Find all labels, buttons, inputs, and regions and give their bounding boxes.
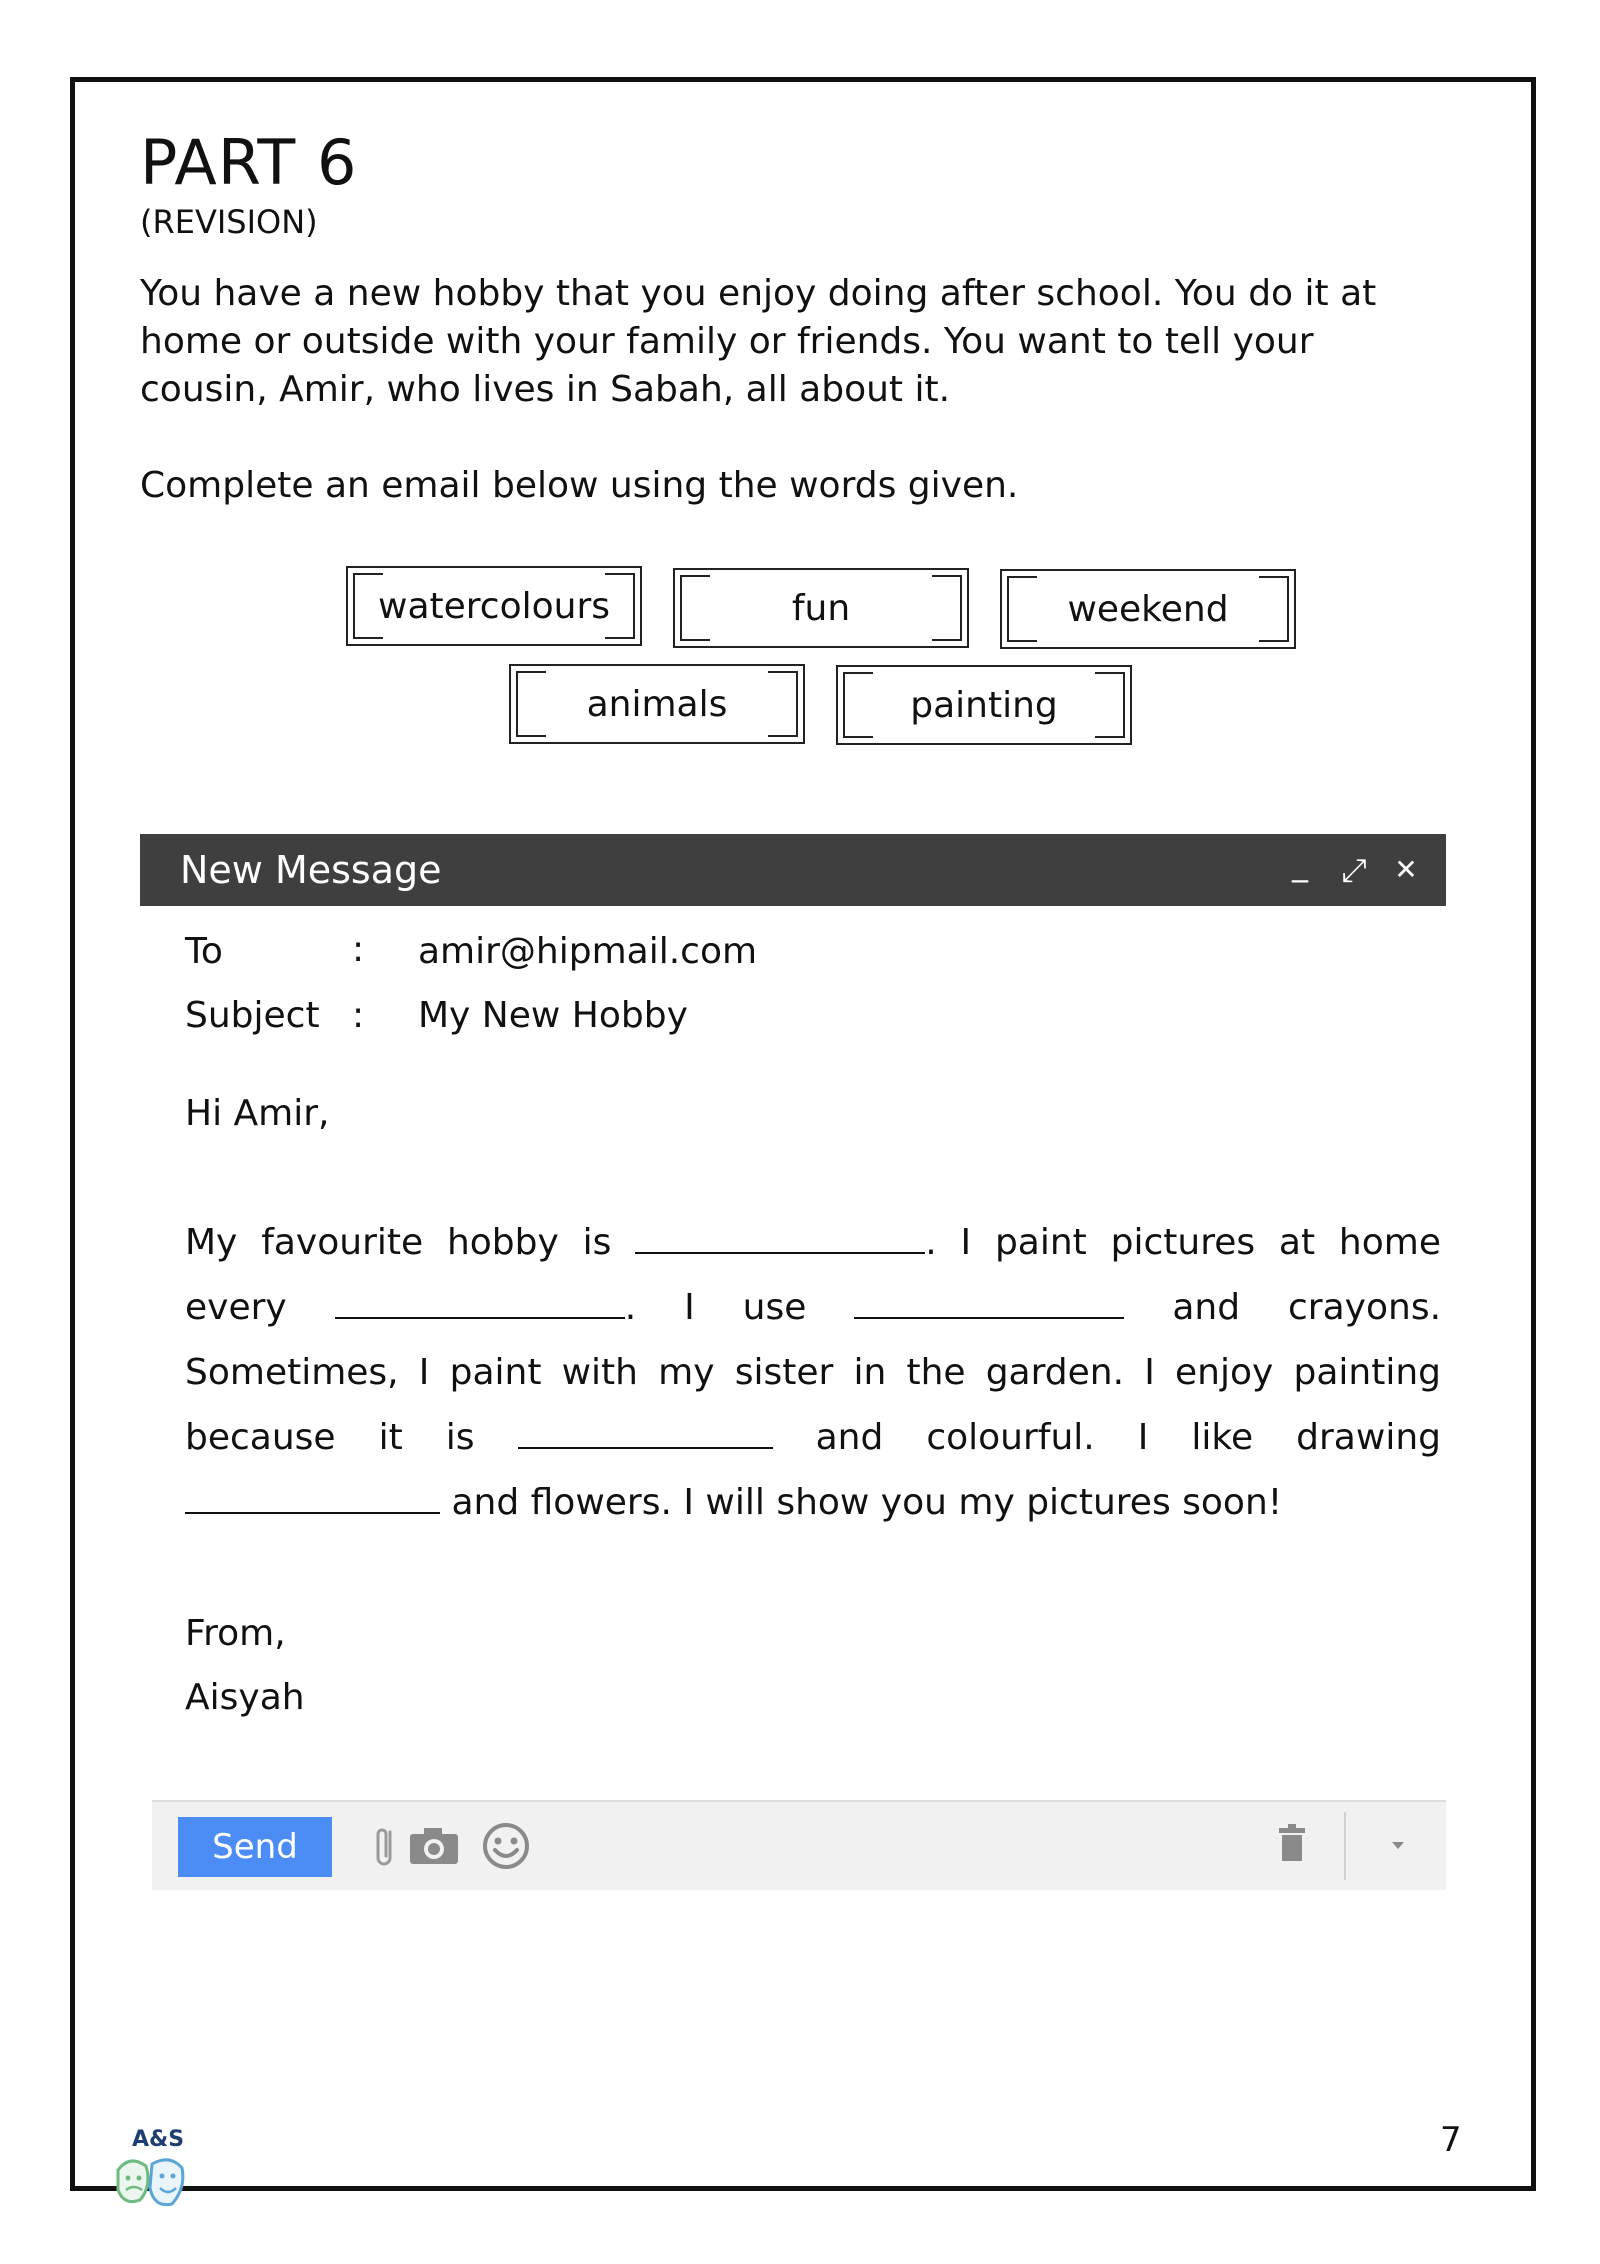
word-box (346, 566, 642, 646)
toolbar-divider (1344, 1812, 1346, 1880)
word-label: weekend (1067, 588, 1229, 630)
body-text: My favourite hobby is (185, 1222, 612, 1263)
dropdown-arrow-icon[interactable] (1370, 1818, 1426, 1874)
page-subtitle: (REVISION) (140, 203, 318, 241)
svg-text:A&S: A&S (132, 2127, 185, 2152)
send-button[interactable]: Send (178, 1817, 332, 1877)
camera-icon[interactable] (406, 1818, 462, 1874)
to-field[interactable]: amir@hipmail.com (418, 931, 758, 972)
smiley-icon[interactable] (478, 1818, 534, 1874)
compose-window-title: New Message (180, 848, 442, 892)
word-label: painting (910, 684, 1058, 726)
page-number: 7 (1440, 2120, 1462, 2160)
body-text: and flowers. I will show you my pictures soon! (451, 1482, 1283, 1523)
answer-blank-3[interactable] (854, 1287, 1124, 1319)
body-text: and colourful. I like drawing (815, 1417, 1441, 1458)
body-text: and crayons. Sometimes, I paint with my sister in the garden. I enjoy painting because it is (185, 1287, 1442, 1458)
word-box (1000, 569, 1296, 649)
page-title: PART 6 (140, 126, 358, 199)
to-colon: : (352, 929, 365, 970)
close-icon[interactable]: ✕ (1394, 853, 1418, 886)
subject-label: Subject (185, 995, 320, 1036)
email-closing: From, (185, 1613, 286, 1654)
answer-blank-5[interactable] (185, 1482, 440, 1514)
expand-icon[interactable]: ⤢ (1341, 851, 1367, 889)
word-label: animals (586, 683, 728, 725)
compose-toolbar (152, 1800, 1446, 1890)
to-label: To (185, 931, 223, 972)
word-box (836, 665, 1132, 745)
answer-blank-4[interactable] (518, 1417, 773, 1449)
subject-field[interactable]: My New Hobby (418, 995, 688, 1036)
word-box (509, 664, 805, 744)
trash-icon[interactable] (1264, 1818, 1320, 1874)
email-greeting: Hi Amir, (185, 1093, 330, 1134)
publisher-logo (112, 2124, 212, 2218)
email-body[interactable] (185, 1210, 1441, 1535)
body-text: . I paint pictures at home every (185, 1222, 1441, 1328)
answer-blank-2[interactable] (335, 1287, 625, 1319)
instruction-paragraph: You have a new hobby that you enjoy doing after school. You do it at home or outside with your family or friends. You want to tell your cousin, Amir, who lives in Sabah, all about it. (140, 273, 1377, 410)
minimize-icon[interactable]: _ (1292, 845, 1308, 883)
body-text: . I use (624, 1287, 807, 1328)
word-label: fun (791, 587, 851, 629)
instruction-task: Complete an email below using the words given. (140, 465, 1019, 506)
subject-colon: : (352, 995, 365, 1036)
email-signature: Aisyah (185, 1677, 305, 1718)
compose-titlebar (140, 834, 1446, 906)
word-label: watercolours (378, 585, 610, 627)
word-box (673, 568, 969, 648)
answer-blank-1[interactable] (635, 1222, 925, 1254)
